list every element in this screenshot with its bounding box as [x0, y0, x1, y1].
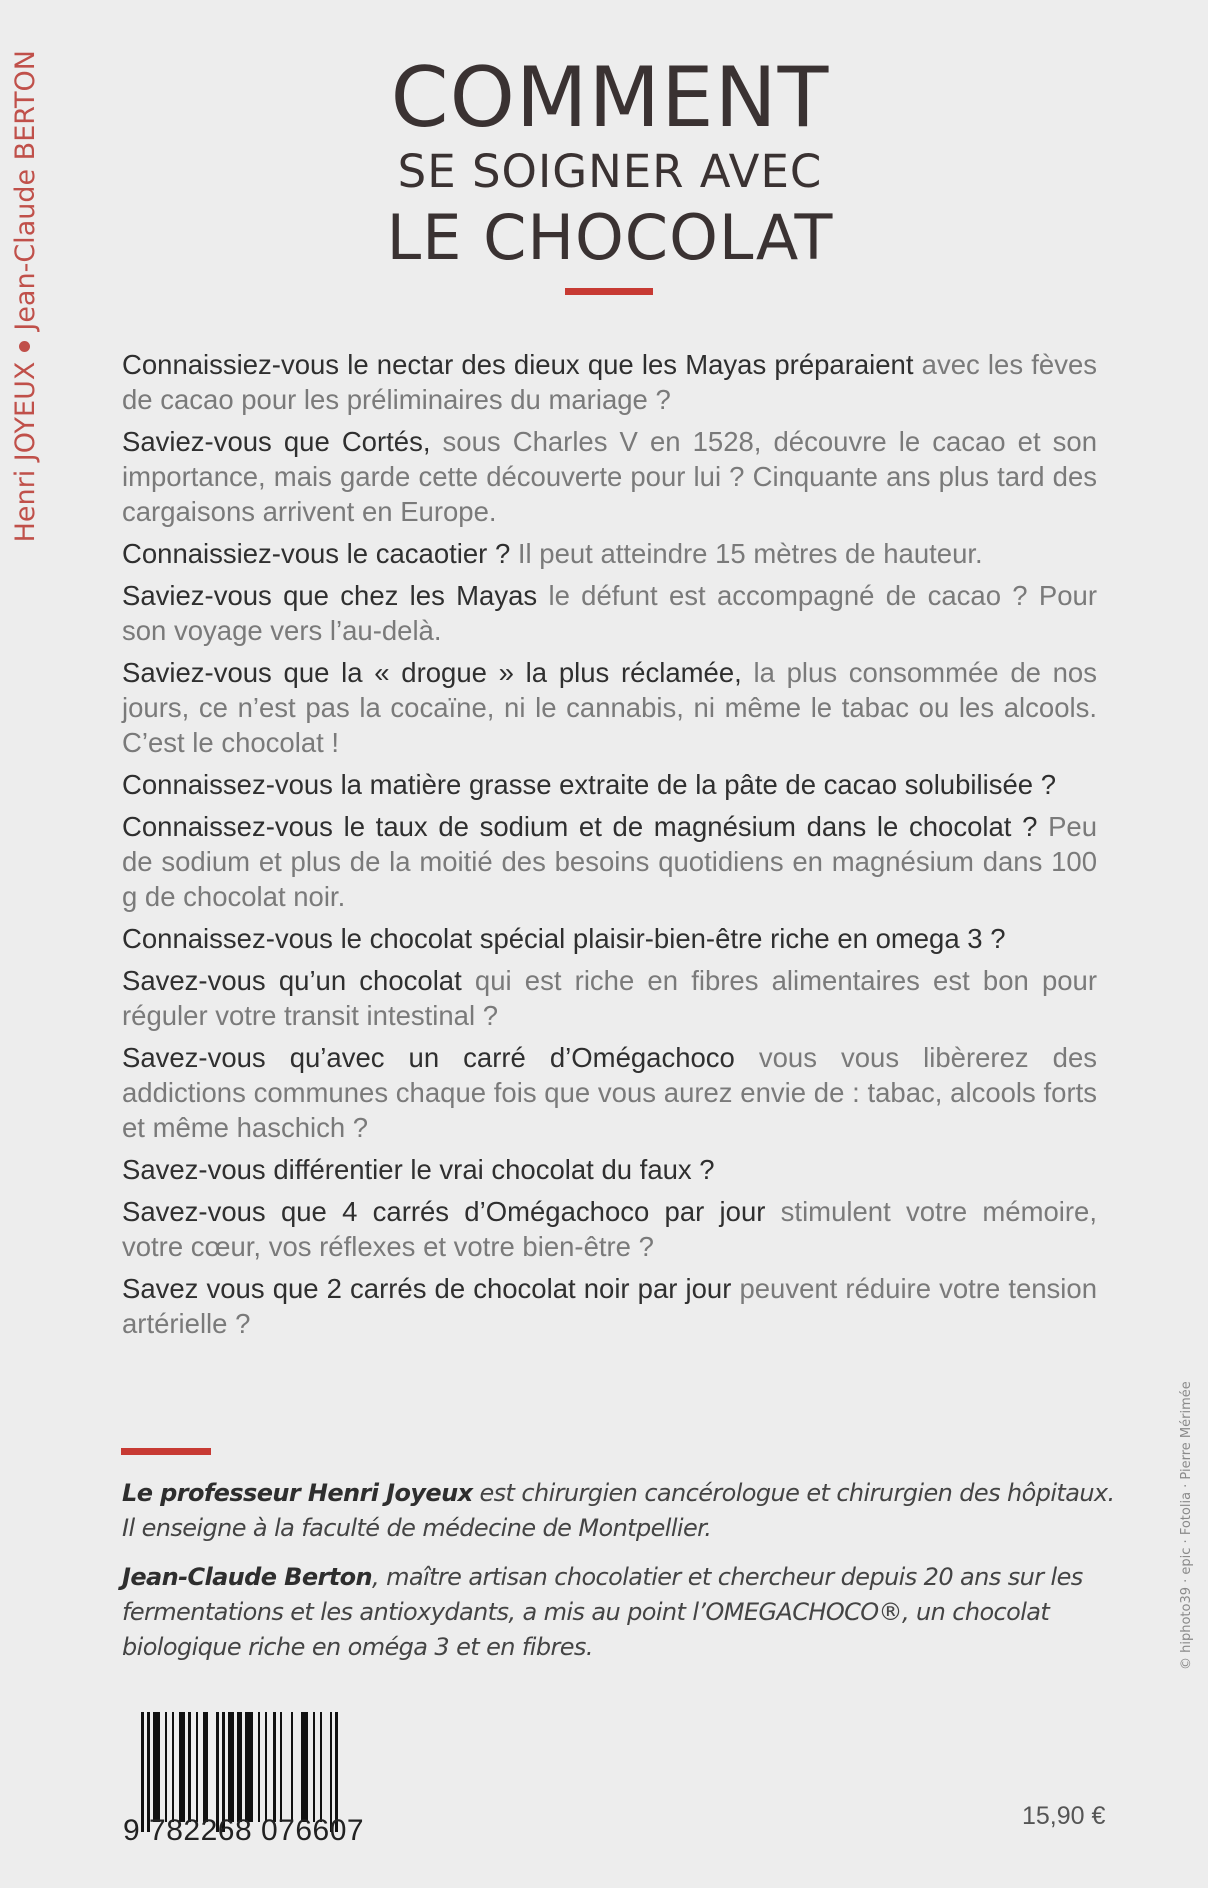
- title-divider: [565, 288, 653, 295]
- author-name: Jean-Claude Berton: [122, 1563, 373, 1591]
- barcode: [123, 1712, 383, 1862]
- author-description: est chirurgien cancérologue et chirurgien des hôpitaux. Il enseigne à la faculté de médecine de Montpellier.: [122, 1479, 1115, 1542]
- question-lead: Savez-vous qu’avec un carré d’Omégachoco: [122, 1042, 735, 1073]
- title-line-1: COMMENT: [390, 49, 830, 146]
- author-bio: [122, 1476, 1122, 1546]
- title-line-3: LE CHOCOLAT: [386, 201, 834, 274]
- question-paragraph: [122, 921, 1097, 956]
- question-paragraph: [122, 424, 1097, 529]
- question-paragraph: [122, 578, 1097, 648]
- question-paragraph: [122, 347, 1097, 417]
- author-bio: [122, 1560, 1122, 1665]
- author-name: Le professeur Henri Joyeux: [122, 1479, 473, 1507]
- question-detail: sous Charles V en 1528, découvre le cacao et son importance, mais garde cette découverte pour lui ? Cinquante ans plus tard des cargaisons arrivent en Europe.: [122, 426, 1098, 527]
- question-lead: Savez vous que 2 carrés de chocolat noir par jour: [122, 1273, 732, 1304]
- question-detail: Peu de sodium et plus de la moitié des besoins quotidiens en magnésium dans 100 g de chocolat noir.: [122, 811, 1097, 912]
- question-paragraph: [122, 1152, 1097, 1187]
- question-detail: la plus consommée de nos jours, ce n’est pas la cocaïne, ni le cannabis, ni même le tabac ou les alcools. C’est le chocolat !: [122, 657, 1097, 758]
- question-paragraph: [122, 963, 1097, 1033]
- author-bios: [122, 1476, 1122, 1679]
- photo-credit: [1175, 1270, 1199, 1670]
- question-lead: Saviez-vous que chez les Mayas: [122, 580, 538, 611]
- question-paragraph: [122, 767, 1097, 802]
- isbn-number: 9 782268 076607: [123, 1814, 365, 1847]
- question-paragraph: [122, 1194, 1097, 1264]
- question-lead: Connaissiez-vous le nectar des dieux que les Mayas préparaient: [122, 349, 914, 380]
- question-detail: avec les fèves de cacao pour les préliminaires du mariage ?: [122, 349, 1097, 415]
- question-lead: Savez-vous que 4 carrés d’Omégachoco par jour: [122, 1196, 766, 1227]
- question-detail: qui est riche en fibres alimentaires est bon pour réguler votre transit intestinal ?: [122, 965, 1098, 1031]
- question-paragraph: [122, 1271, 1097, 1341]
- question-detail: peuvent réduire votre tension artérielle ?: [122, 1273, 1098, 1339]
- question-detail: le défunt est accompagné de cacao ? Pour son voyage vers l’au-delà.: [122, 580, 1097, 646]
- question-lead: Connaissez-vous la matière grasse extraite de la pâte de cacao solubilisée ?: [122, 769, 1056, 800]
- author-description: , maître artisan chocolatier et chercheur depuis 20 ans sur les fermentations et les antioxydants, a mis au point l’OMEGACHOCO®, un chocolat biologique riche en oméga 3 et en fibres.: [122, 1563, 1083, 1661]
- title-line-2: SE SOIGNER AVEC: [397, 145, 823, 198]
- spine-author-2: Jean-Claude BERTON: [10, 50, 41, 331]
- author-section-divider: [121, 1448, 211, 1455]
- question-lead: Saviez-vous que Cortés,: [122, 426, 431, 457]
- question-lead: Connaissiez-vous le cacaotier ?: [122, 538, 511, 569]
- barcode-bars-icon: [141, 1712, 381, 1822]
- question-lead: Connaissez-vous le chocolat spécial plaisir-bien-être riche en omega 3 ?: [122, 923, 1006, 954]
- question-detail: vous vous libèrerez des addictions communes chaque fois que vous aurez envie de : tabac, alcools forts et même haschich ?: [122, 1042, 1097, 1143]
- bullet-dot-icon: [19, 341, 30, 352]
- question-detail: Il peut atteindre 15 mètres de hauteur.: [510, 538, 983, 569]
- question-paragraph: [122, 1040, 1097, 1145]
- question-paragraph: [122, 655, 1097, 760]
- photo-credit-text: © hiphoto39 · epic · Fotolia · Pierre Mérimée: [1179, 1381, 1194, 1670]
- book-title: [350, 49, 870, 274]
- question-lead: Savez-vous qu’un chocolat: [122, 965, 462, 996]
- question-lead: Savez-vous différentier le vrai chocolat du faux ?: [122, 1154, 715, 1185]
- question-lead: Saviez-vous que la « drogue » la plus réclamée,: [122, 657, 742, 688]
- question-paragraph: [122, 809, 1097, 914]
- price: 15,90 €: [1022, 1802, 1106, 1830]
- question-lead: Connaissez-vous le taux de sodium et de magnésium dans le chocolat ?: [122, 811, 1038, 842]
- question-paragraph: [122, 536, 1097, 571]
- spine-author-1: Henri JOYEUX: [10, 361, 41, 543]
- spine-authors-text: [6, 50, 46, 670]
- teaser-questions: [122, 347, 1097, 1348]
- spine-authors: [6, 50, 46, 670]
- question-detail: stimulent votre mémoire, votre cœur, vos réflexes et votre bien-être ?: [122, 1196, 1097, 1262]
